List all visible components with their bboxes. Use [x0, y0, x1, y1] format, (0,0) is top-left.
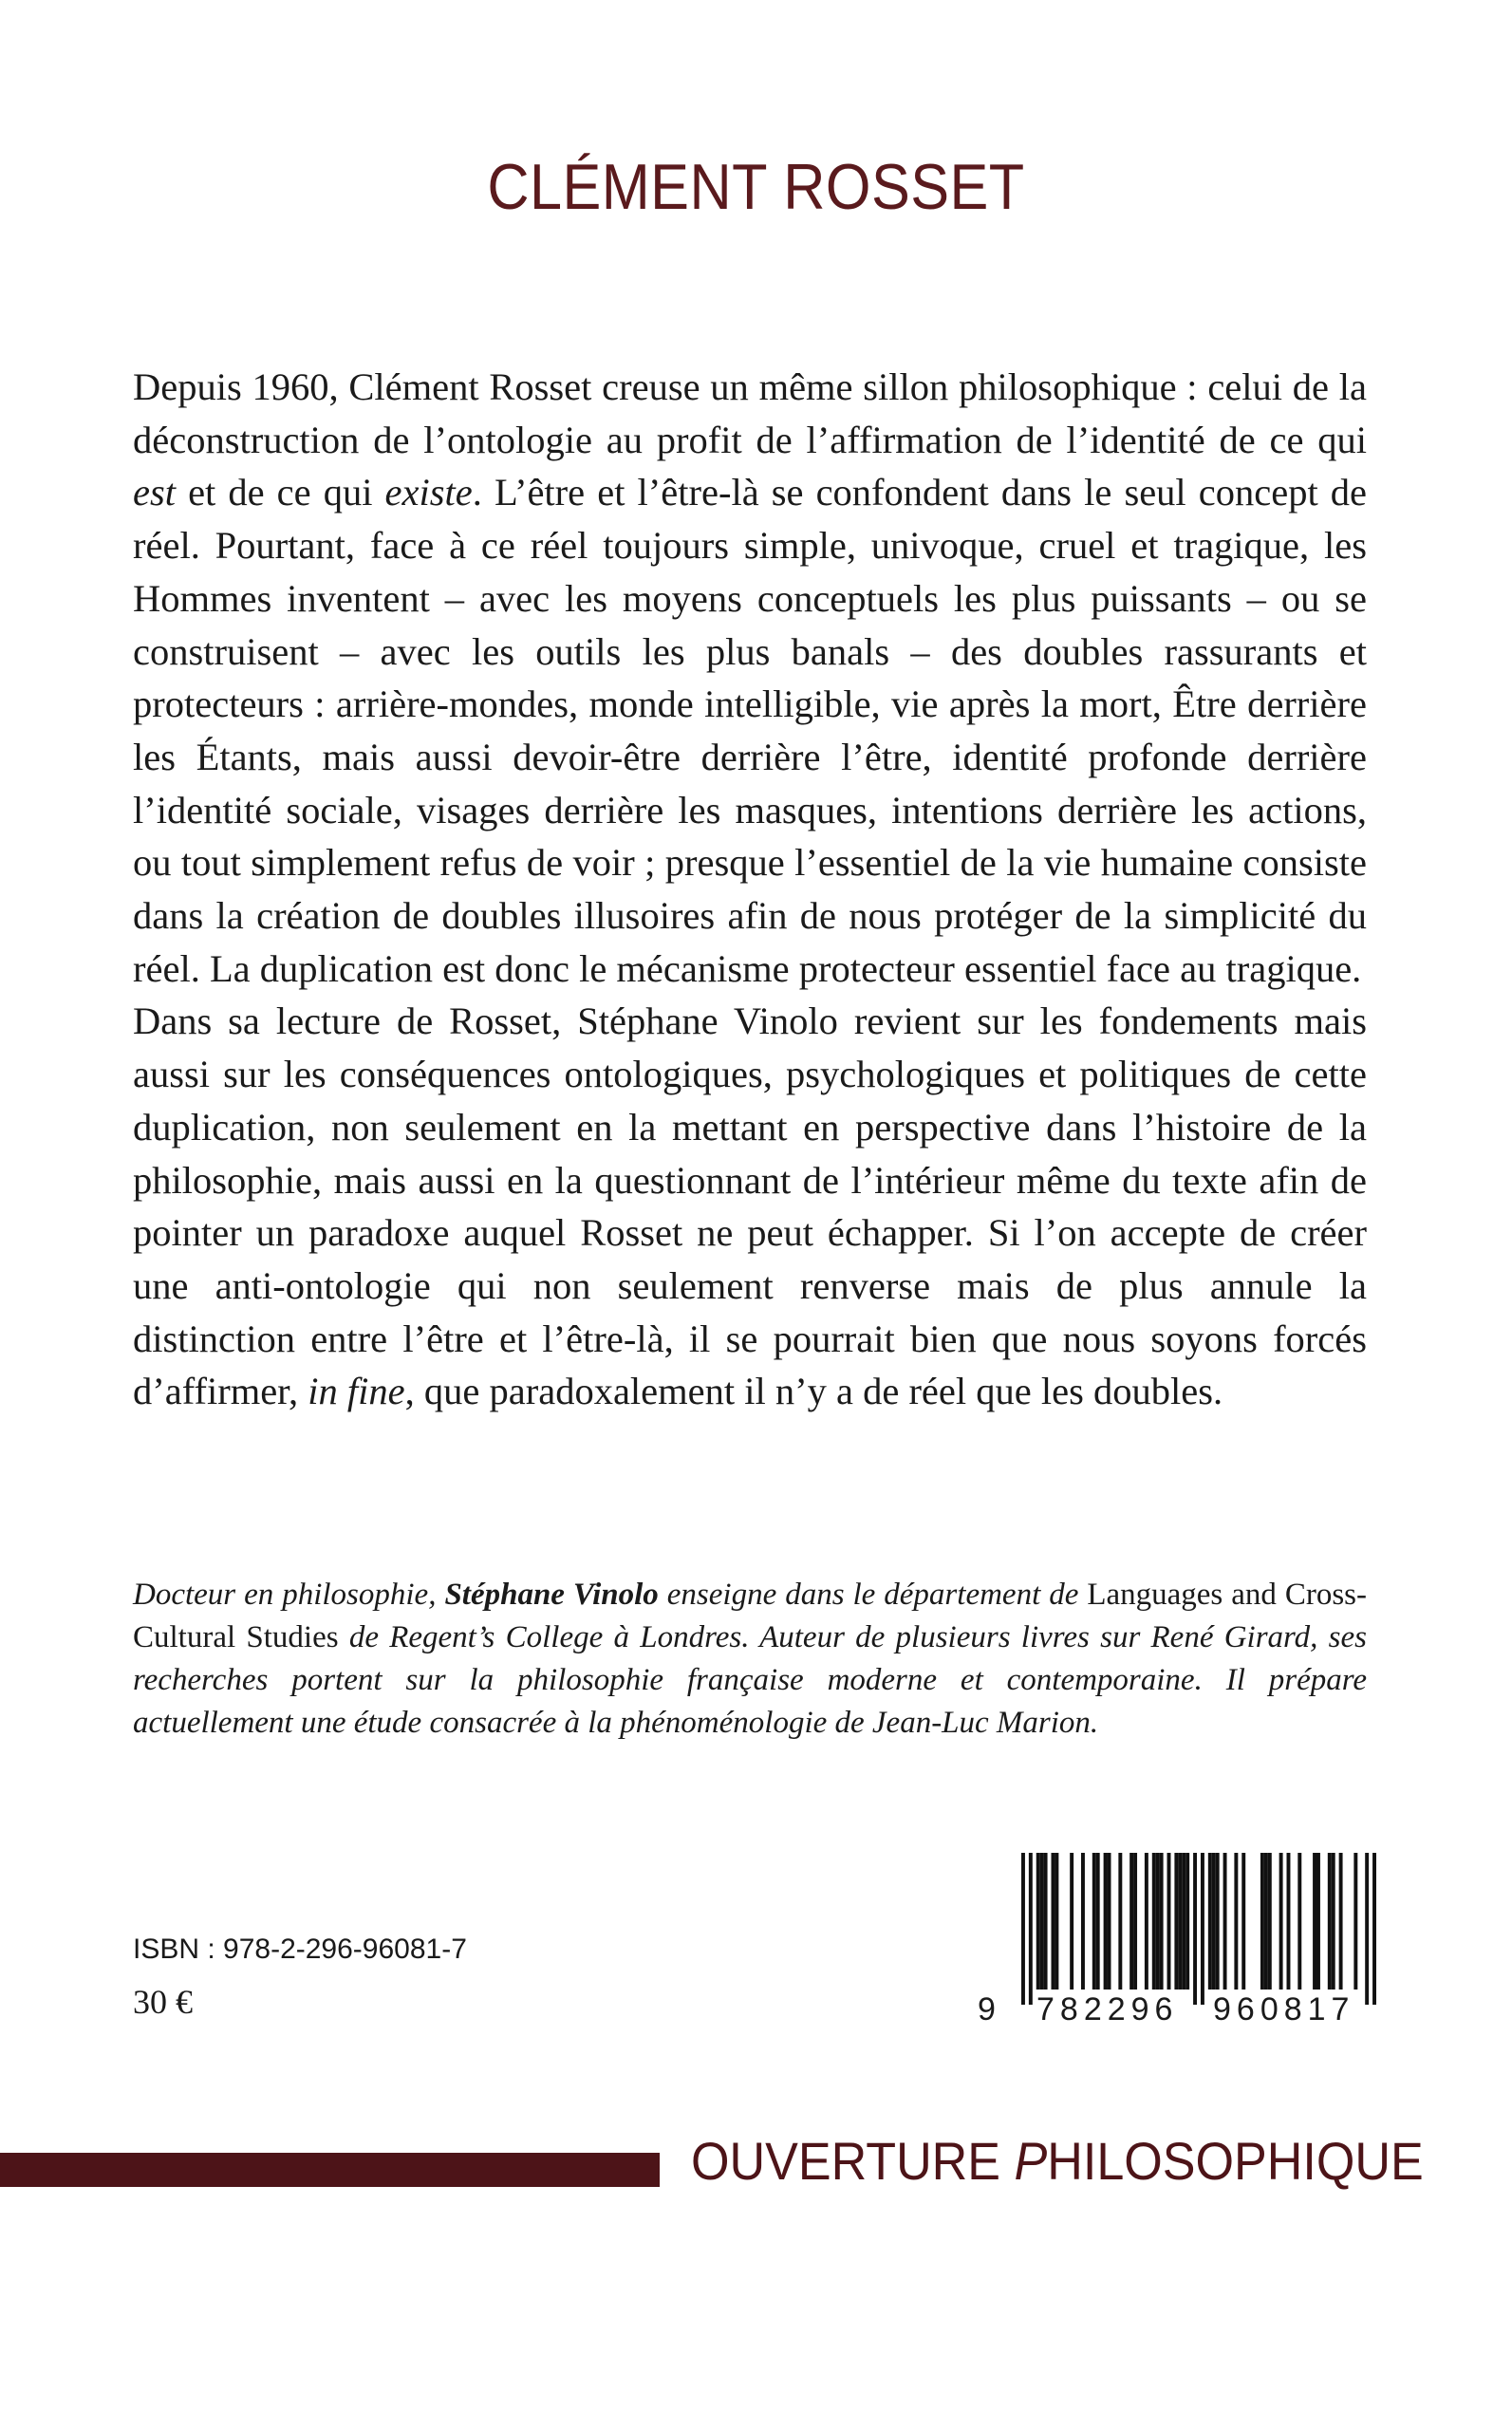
summary-text: Depuis 1960, Clément Rosset creuse un même sillon philosophique : celui de la déconstruction de l’ontologie au profit de l’affirmation de l’identité de ce qui	[133, 365, 1367, 461]
barcode-bar	[1129, 1853, 1133, 1990]
barcode-bar	[1185, 1853, 1189, 1990]
barcode-bar	[1174, 1853, 1178, 1990]
barcode-bar	[1353, 1853, 1357, 1990]
barcode-left-digits: 782296	[1036, 1991, 1179, 2027]
barcode-bar	[1297, 1853, 1301, 1990]
bio-text: enseigne dans le département de	[658, 1578, 1088, 1612]
barcode-bar	[1313, 1853, 1316, 1990]
summary-text: et de ce qui	[176, 471, 385, 514]
barcode	[978, 1853, 1376, 2052]
barcode-bars	[1021, 1853, 1376, 2005]
summary-italic-est: est	[133, 471, 176, 514]
summary-text: Dans sa lecture de Rosset, Stéphane Vinolo revient sur les fondements mais aussi sur les conséquences ontologiques, psychologiques et politiques de cette duplication, non seulement en la mettant en perspective dans l’histoire de la philosophie, mais aussi en la questionnant de l’intérieur même du texte afin de pointer un paradoxe auquel Rosset ne peut échapper. Si l’on accepte de créer une anti-ontologie qui non seulement renverse mais de plus annule la distinction entre l’être et l’être-là, il se pourrait bien que nous soyons forcés d’affirmer,	[133, 999, 1367, 1413]
summary-text: , que paradoxalement il n’y a de réel que les doubles.	[404, 1370, 1223, 1413]
barcode-bar	[1268, 1853, 1272, 1990]
barcode-bar	[1182, 1853, 1185, 1990]
barcode-first-digit: 9	[978, 1991, 996, 2027]
barcode-bar	[1339, 1853, 1343, 1990]
book-title: CLÉMENT ROSSET	[487, 151, 1025, 223]
summary-paragraph-1	[133, 361, 1367, 995]
barcode-bar	[1260, 1853, 1264, 1990]
barcode-bar	[1051, 1853, 1055, 1990]
barcode-bar	[1208, 1853, 1212, 1990]
summary-italic-in-fine: in fine	[308, 1370, 405, 1413]
barcode-bar	[1167, 1853, 1171, 1990]
barcode-bar	[1092, 1853, 1096, 1990]
summary-italic-existe: existe	[384, 471, 473, 514]
barcode-bar	[1241, 1853, 1245, 1990]
barcode-bar	[1332, 1853, 1335, 1990]
barcode-bar	[1152, 1853, 1156, 1990]
barcode-guard-bar	[1029, 1853, 1033, 2005]
barcode-guard-bar	[1201, 1853, 1204, 2005]
barcode-bar	[1104, 1853, 1108, 1990]
barcode-bar	[1160, 1853, 1164, 1990]
barcode-bar	[1055, 1853, 1058, 1990]
barcode-bar	[1044, 1853, 1048, 1990]
barcode-guard-bar	[1365, 1853, 1369, 2005]
price: 30 €	[133, 1983, 193, 2021]
barcode-bar	[1216, 1853, 1220, 1990]
series-title-italic: P	[1014, 2131, 1048, 2191]
barcode-bar	[1264, 1853, 1268, 1990]
barcode-bar	[1108, 1853, 1111, 1990]
barcode-bar	[1156, 1853, 1160, 1990]
barcode-bar	[1328, 1853, 1332, 1990]
barcode-bar	[1279, 1853, 1283, 1990]
barcode-bar	[1096, 1853, 1100, 1990]
barcode-guard-bar	[1021, 1853, 1025, 2005]
back-cover-summary	[133, 361, 1367, 1418]
barcode-bar	[1040, 1853, 1044, 1990]
author-bio	[133, 1574, 1367, 1745]
barcode-bar	[1118, 1853, 1122, 1990]
bio-text: Docteur en philosophie,	[133, 1578, 445, 1612]
barcode-bar	[1212, 1853, 1216, 1990]
barcode-bar	[1287, 1853, 1291, 1990]
barcode-guard-bar	[1193, 1853, 1197, 2005]
barcode-bar	[1178, 1853, 1182, 1990]
barcode-bar	[1133, 1853, 1137, 1990]
bio-department: Languages and Cross-Cultural Studies	[133, 1578, 1368, 1654]
summary-text: . L’être et l’être-là se confondent dans le seul concept de réel. Pourtant, face à ce réel toujours simple, univoque, cruel et tragique, les Hommes inventent – avec les moyens conceptuels les plus puissants – ou se construisent – avec les outils les plus banals – des doubles rassurants et protecteurs : arrière-mondes, monde intelligible, vie après la mort, Être derrière les Étants, mais aussi devoir-être derrière l’être, identité profonde derrière l’identité sociale, visages derrière les masques, intentions derrière les actions, ou tout simplement refus de voir ; presque l’essentiel de la vie humaine consiste dans la création de doubles illusoires afin de nous protéger de la simplicité du réel. La duplication est donc le mécanisme protecteur essentiel face au tragique.	[133, 471, 1367, 990]
summary-paragraph-2	[133, 995, 1367, 1418]
series-band	[0, 2153, 660, 2187]
barcode-guard-bar	[1372, 1853, 1376, 2005]
barcode-bar	[1036, 1853, 1040, 1990]
series-title-part: HILOSOPHIQUE	[1047, 2131, 1424, 2191]
barcode-bar	[1081, 1853, 1085, 1990]
barcode-bar	[1316, 1853, 1320, 1990]
author-name: Stéphane Vinolo	[444, 1578, 659, 1612]
barcode-bar	[1223, 1853, 1227, 1990]
series-title-part: OUVERTURE	[691, 2131, 1015, 2191]
series-title	[691, 2130, 1424, 2192]
isbn: ISBN : 978-2-296-96081-7	[133, 1934, 467, 1965]
bio-text: de Regent’s College à Londres. Auteur de plusieurs livres sur René Girard, ses recherches portent sur la philosophie française moderne et contemporaine. Il prépare actuellement une étude consacrée à la phénoménologie de Jean-Luc Marion.	[133, 1620, 1367, 1740]
barcode-right-digits: 960817	[1213, 1991, 1355, 2027]
barcode-bar	[1145, 1853, 1148, 1990]
barcode-bar	[1234, 1853, 1238, 1990]
barcode-bar	[1070, 1853, 1073, 1990]
